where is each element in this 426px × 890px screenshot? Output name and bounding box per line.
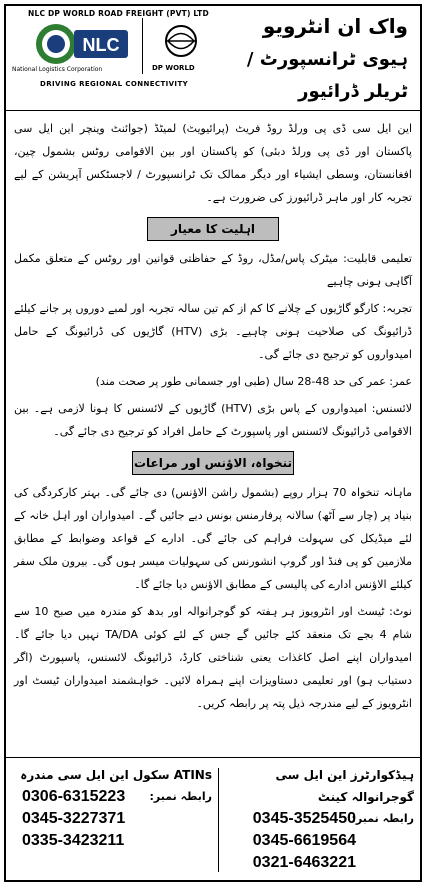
company-name: NLC DP WORLD ROAD FREIGHT (PVT) LTD xyxy=(28,9,209,18)
title-position: ہیوی ٹرانسپورٹ / ٹریلر ڈرائیور xyxy=(246,49,408,102)
contact-row xyxy=(12,786,212,808)
eligibility-heading: اہلیت کا معیار xyxy=(147,217,279,241)
logo-divider xyxy=(142,18,143,74)
nlc-caption: National Logistics Corporation xyxy=(12,66,103,73)
contact-row xyxy=(214,830,414,852)
phone-number: 0345-3227371 xyxy=(22,810,126,827)
contact-label: رابطہ نمبر: xyxy=(149,790,212,803)
experience-paragraph: تجربہ: کارگو گاڑیوں کے چلانے کا کم از کم تین سالہ تجربہ اور لمبے دوروں پر جانے کیلئے ڈرائیونگ کی صلاحیت ہونی چاہیے۔ بڑی (HTV) گاڑیوں کی ڈرائیونگ کے حامل امیدواروں کو ترجیح دی جائے گی۔ xyxy=(14,302,412,361)
nlc-logo-text: NLC xyxy=(82,35,120,55)
nlc-logo xyxy=(34,22,130,66)
dp-world-logo xyxy=(154,24,208,58)
note-paragraph: نوٹ: ٹیسٹ اور انٹرویوز ہر ہفتہ کو گوجرانوالہ اور بدھ کو مندرہ میں صبح 10 سے شام 4 بجے تک منعقد کئے جائیں گے جس کے لئے کوئی TA/DA نہیں دیا جائے گا۔ امیدواران اپنے اصل کاغذات یعنی شناختی کارڈ، ڈرائیونگ لائسنس، پاسپورٹ (اگر دستیاب ہو) اور تعلیمی دستاویزات اپنے ہمراہ لائیں۔ خواہشمند امیدواران ٹیسٹ اور انٹرویوز کے لیے مندرجہ ذیل پتہ پر رابطہ کریں۔ xyxy=(14,605,412,710)
phone-number: 0345-6619564 xyxy=(252,832,356,849)
dp-world-caption: DP WORLD xyxy=(152,64,195,72)
contact-row xyxy=(12,830,212,852)
contact-row xyxy=(12,808,212,830)
salary-heading: تنخواہ، الاؤنس اور مراعات xyxy=(132,451,294,475)
education-paragraph: تعلیمی قابلیت: میٹرک پاس/مڈل، روڈ کے حفاظتی قوانین اور روٹس کے متعلق مکمل آگاہی ہونی چاہیے xyxy=(14,252,412,288)
age-paragraph: عمر: عمر کی حد 48-28 سال (طبی اور جسمانی طور پر صحت مند) xyxy=(95,375,412,388)
phone-number: 0321-6463221 xyxy=(252,854,356,871)
contact-mandra xyxy=(12,764,212,852)
header xyxy=(6,6,420,111)
phone-number: 0335-3423211 xyxy=(22,832,125,849)
license-paragraph: لائسنس: امیدواروں کے پاس بڑی (HTV) گاڑیوں کے لائسنس کا ہونا لازمی ہے۔ بین الاقوامی ڈرائیونگ لائسنس اور پاسپورٹ کے حامل افراد کو ترجیح دی جائے گی۔ xyxy=(14,402,412,438)
contact-title-gujranwala: ہیڈکوارٹرز این ایل سی گوجرانوالہ کینٹ xyxy=(275,768,414,804)
contact-row xyxy=(214,808,414,830)
eligibility-section xyxy=(6,247,420,443)
salary-section xyxy=(6,481,420,715)
salary-paragraph: ماہانہ تنخواہ 70 ہزار روپے (بشمول راشن الاؤنس) دی جائے گی۔ بہتر کارکردگی کی بنیاد پر (چار سے آٹھ) سالانہ پرفارمنس بونس دیے جائیں گے۔ امیدواران اور اہل خانہ کے لئے میڈیکل کی سہولت فراہم کی جائے گی۔ ادارے کے قواعد وضوابط کے مطابق ملازمین کو پی فنڈ اور گروپ انشورنس کی سہولیات میسر ہوں گی۔ بیرون ملک سفر کیلئے الاؤنس ادارے کی پالیسی کے مطابق الاؤنس دیا جائے گا۔ xyxy=(14,486,412,591)
contact-title-mandra: ATINs سکول این ایل سی مندرہ xyxy=(20,768,212,782)
contact-row xyxy=(214,852,414,874)
contact-divider xyxy=(218,768,219,872)
phone-number: 0345-3525450 xyxy=(252,810,356,827)
contact-gujranwala xyxy=(214,764,414,874)
contact-area xyxy=(6,757,420,880)
tagline: DRIVING REGIONAL CONNECTIVITY xyxy=(40,80,189,88)
contact-label: رابطہ نمبر: xyxy=(351,812,414,825)
title-walk-in-interview: واک ان انٹرویو xyxy=(262,14,408,38)
advertisement xyxy=(4,4,422,882)
phone-number: 0306-6315223 xyxy=(22,788,126,805)
intro-paragraph: این ایل سی ڈی پی ورلڈ روڈ فریٹ (پرائیویٹ) لمیٹڈ (جوائنٹ وینچر این ایل سی پاکستان اور ڈی پی ورلڈ دبئی) کو پاکستان اور بین الاقوامی روٹس بشمول چین، افغانستان، وسطی ایشیاء اور دیگر ممالک تک ٹرانسپورٹ / لاجسٹکس آپریشن کے لیے تجربہ کار اور ماہر ڈرائیورز کی ضرورت ہے۔ xyxy=(14,122,412,204)
job-title xyxy=(218,8,408,108)
